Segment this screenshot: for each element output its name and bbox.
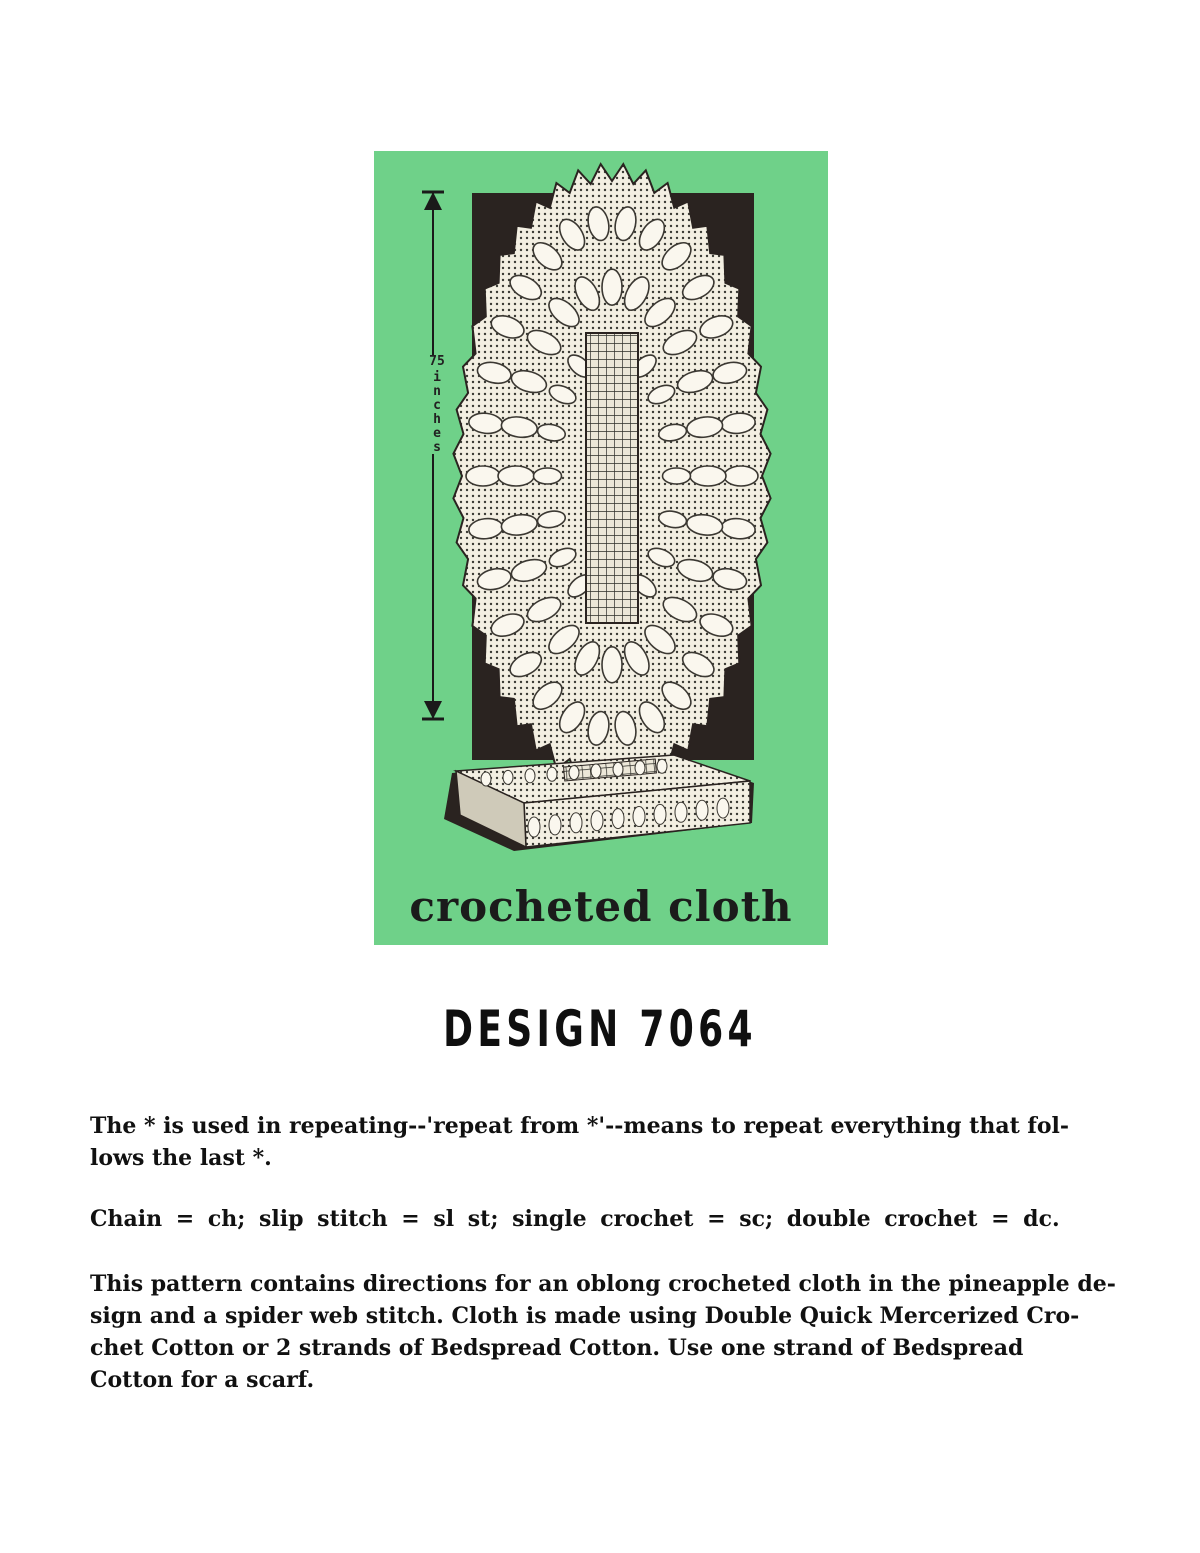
pineapple-motif — [724, 466, 758, 486]
description-paragraph — [90, 1268, 1130, 1396]
cover-title: crocheted cloth — [409, 882, 793, 931]
measurement-number: 75 — [429, 354, 445, 369]
abbreviations-paragraph — [90, 1203, 1130, 1235]
pineapple-motif — [498, 466, 534, 486]
table-with-cloth-illustration — [444, 755, 754, 851]
measurement-unit: inches — [429, 370, 445, 454]
design-title: DESIGN 7064 — [443, 1000, 757, 1058]
pineapple-motif — [663, 468, 691, 484]
pineapple-motif — [534, 468, 562, 484]
description-line-2: sign and a spider web stitch. Cloth is made using Double Quick Mercerized Cro- — [90, 1303, 1080, 1329]
measurement-arrow — [418, 188, 448, 723]
measurement-label — [426, 355, 448, 454]
repeat-note-paragraph — [90, 1110, 1130, 1174]
repeat-note-line-2: lows the last *. — [90, 1145, 272, 1171]
center-panel — [586, 333, 638, 623]
repeat-note-line-1: The * is used in repeating--'repeat from *'--means to repeat everything that fol- — [90, 1113, 1070, 1139]
pineapple-motif — [690, 466, 726, 486]
description-line-4: Cotton for a scarf. — [90, 1367, 315, 1393]
description-line-3: chet Cotton or 2 strands of Bedspread Cotton. Use one strand of Bedspread — [90, 1335, 1024, 1361]
pineapple-motif — [466, 466, 500, 486]
pineapple-motif — [602, 647, 622, 683]
description-line-1: This pattern contains directions for an oblong crocheted cloth in the pineapple de- — [90, 1271, 1116, 1297]
pineapple-motif — [602, 269, 622, 305]
abbreviations-line: Chain = ch; slip stitch = sl st; single crochet = sc; double crochet = dc. — [90, 1206, 1060, 1232]
